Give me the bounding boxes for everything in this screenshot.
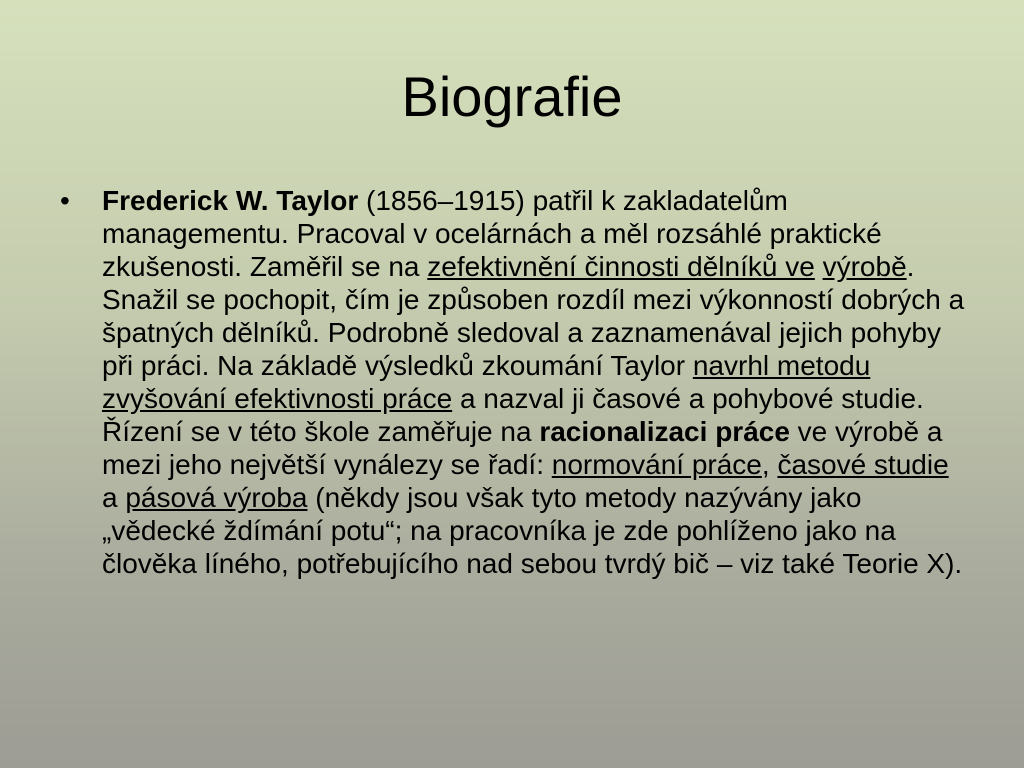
slide-content <box>60 184 965 580</box>
text-segment <box>815 251 823 282</box>
text-segment: a nazval ji časové a pohybové studie. Řízení se v této škole zaměřuje na <box>102 383 924 447</box>
text-segment: , <box>761 449 778 480</box>
bold-name: Frederick W. Taylor <box>102 185 359 216</box>
text-segment: (1856–1915) patřil k zakladatelům managementu. Pracoval v ocelárnách a měl rozsáhlé praktické zkušenosti. Zaměřil se na <box>102 185 882 282</box>
slide-title: Biografie <box>401 65 623 128</box>
link-casove-studie[interactable]: časové studie <box>777 449 949 480</box>
bullet-paragraph <box>102 185 964 579</box>
link-navrhl-metodu[interactable]: navrhl metodu zvyšování efektivnosti práce <box>102 350 871 414</box>
bullet-item <box>60 184 965 580</box>
text-segment: (někdy jsou však tyto metody nazývány jako „vědecké ždímání potu“; na pracovníka je zde pohlíženo jako na člověka líného, potřebujícího nad sebou tvrdý bič – viz také Teorie X). <box>102 482 963 579</box>
link-normovani-prace[interactable]: normování práce <box>551 449 762 480</box>
text-segment: ve výrobě a mezi jeho největší vynálezy se řadí: <box>102 416 943 480</box>
bullet-icon: • <box>60 185 70 216</box>
link-vyrobe[interactable]: výrobě <box>822 251 907 282</box>
bold-racionalizace: racionalizaci práce <box>539 416 790 447</box>
link-zefektivneni-cinnosti[interactable]: zefektivnění činnosti dělníků ve <box>427 251 815 282</box>
text-segment: a <box>102 482 126 513</box>
text-segment: . Snažil se pochopit, čím je způsoben rozdíl mezi výkonností dobrých a špatných dělníků. Podrobně sledoval a zaznamenával jejich pohyby při práci. Na základě výsledků zkoumání Taylor <box>102 251 965 381</box>
link-pasova-vyroba[interactable]: pásová výroba <box>125 482 308 513</box>
